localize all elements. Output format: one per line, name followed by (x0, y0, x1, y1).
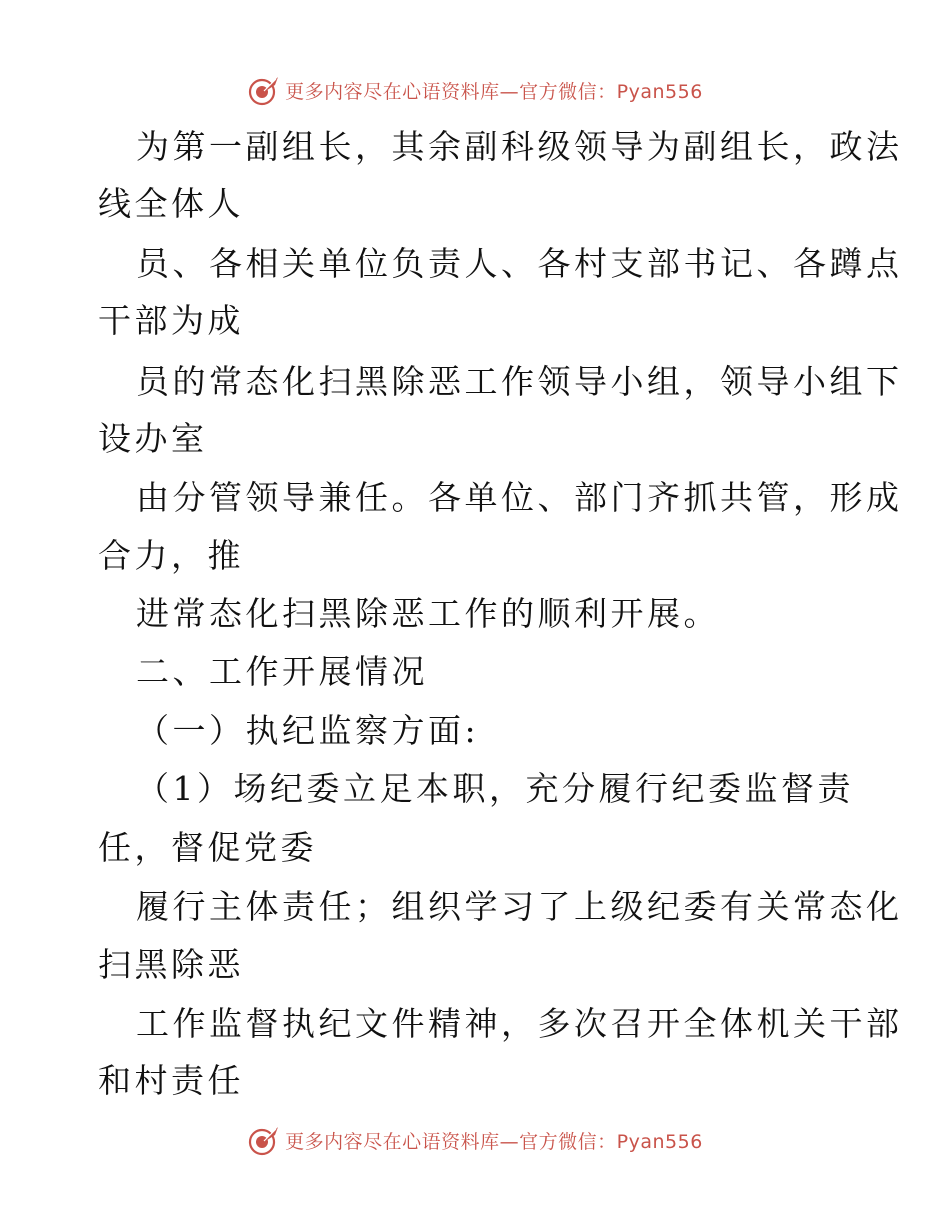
text-line: 设办室 (98, 419, 208, 458)
text-line: 任，督促党委 (98, 828, 317, 867)
header-banner (0, 70, 950, 110)
subsection-heading: （一）执纪监察方面: (136, 711, 480, 750)
quill-seal-icon (247, 1123, 281, 1157)
footer-banner (0, 1120, 950, 1160)
text-line: 员的常态化扫黑除恶工作领导小组，领导小组下 (136, 362, 903, 401)
text-line: 工作监督执纪文件精神，多次召开全体机关干部 (136, 1004, 903, 1043)
section-heading: 二、工作开展情况 (136, 652, 428, 691)
text-line: 为第一副组长，其余副科级领导为副组长，政法 (136, 127, 903, 166)
text-line: 和村责任 (98, 1061, 244, 1100)
text-line: 合力，推 (98, 536, 244, 575)
text-line: 履行主体责任；组织学习了上级纪委有关常态化 (136, 887, 903, 926)
text-line: 干部为成 (98, 301, 244, 340)
text-line: 员、各相关单位负责人、各村支部书记、各蹲点 (136, 244, 903, 283)
footer-banner-text: 更多内容尽在心语资料库—官方微信：Pyan556 (285, 1130, 703, 1153)
quill-seal-icon (247, 73, 281, 107)
text-line: （1）场纪委立足本职，充分履行纪委监督责 (136, 769, 854, 808)
text-line: 线全体人 (98, 184, 244, 223)
header-banner-text: 更多内容尽在心语资料库—官方微信：Pyan556 (285, 80, 703, 103)
text-line: 由分管领导兼任。各单位、部门齐抓共管，形成 (136, 478, 903, 517)
text-line: 扫黑除恶 (98, 945, 244, 984)
text-line: 进常态化扫黑除恶工作的顺利开展。 (136, 594, 720, 633)
